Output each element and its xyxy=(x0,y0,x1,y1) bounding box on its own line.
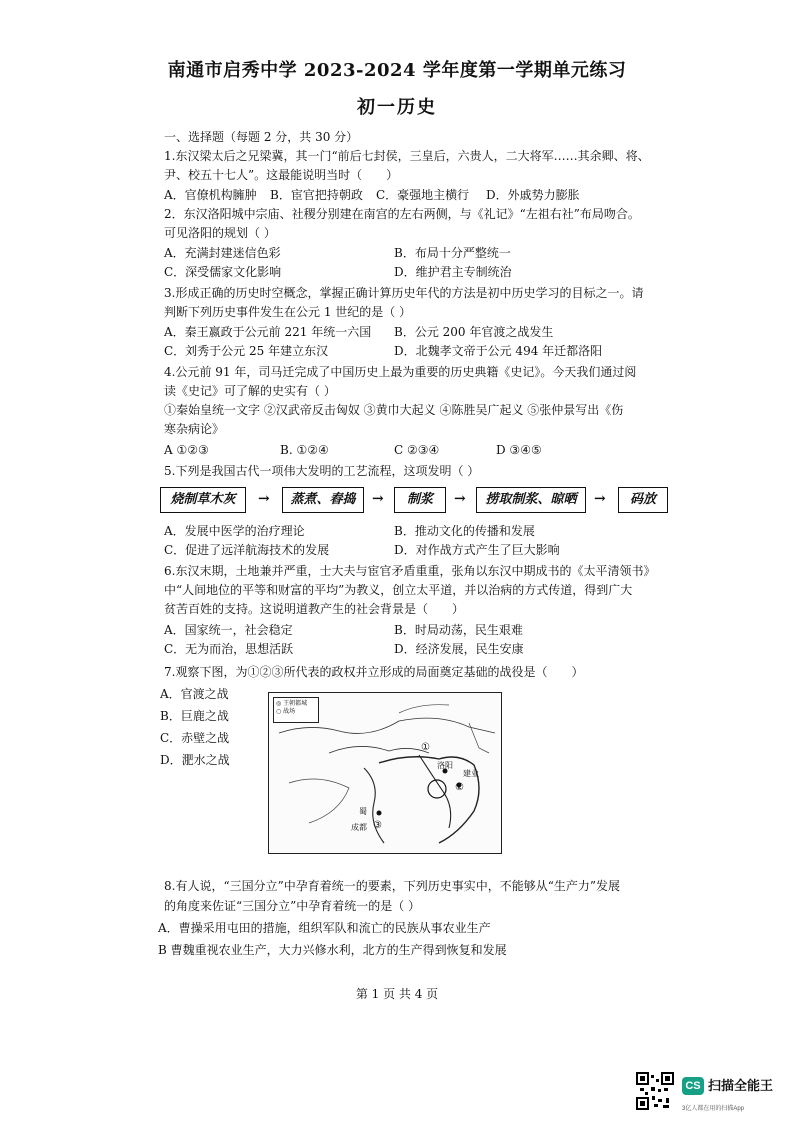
flow-step: 烧制草木灰 xyxy=(160,487,246,513)
q6-option-b: B．时局动荡，民生艰难 xyxy=(394,623,523,637)
map-label-jianye: 建业 xyxy=(463,769,479,778)
flow-step: 蒸煮、舂捣 xyxy=(282,487,364,513)
q1-option-b: B．宦官把持朝政 xyxy=(270,188,363,202)
q3-line: 判断下列历史事件发生在公元 1 世纪的是（ ） xyxy=(164,305,412,319)
q8-line: 的角度来佐证“三国分立”中孕育着统一的是（ ） xyxy=(164,899,421,913)
qr-code-icon xyxy=(636,1072,674,1110)
q4-line: ①秦始皇统一文字 ②汉武帝反击匈奴 ③黄巾大起义 ④陈胜吴广起义 ⑤张仲景写出《伤 xyxy=(164,403,624,417)
q3-option-d: D．北魏孝文帝于公元 494 年迁都洛阳 xyxy=(394,344,603,358)
q4-line: 寒杂病论》 xyxy=(164,422,225,436)
q1-line: 尹、校五十七人”。这最能说明当时（ ） xyxy=(164,168,399,182)
q1-option-a: A．官僚机构臃肿 xyxy=(164,188,257,202)
q6-line: 6.东汉末期，土地兼并严重，士大夫与宦官矛盾重重，张角以东汉中期成书的《太平清领书》 xyxy=(164,564,656,578)
q6-option-d: D．经济发展，民生安康 xyxy=(394,642,524,656)
flow-step: 制浆 xyxy=(394,487,446,513)
q6-line: 中“人间地位的平等和财富的平均”为教义，创立太平道，并以治病的方式传道，得到广大 xyxy=(164,583,633,597)
q5-option-d: D．对作战方式产生了巨大影响 xyxy=(394,543,560,557)
q7-line: 7.观察下图，为①②③所代表的政权并立形成的局面奠定基础的战役是（ ） xyxy=(164,665,584,679)
q2-option-b: B．布局十分严整统一 xyxy=(394,246,511,260)
scanner-tagline: 3亿人都在用的扫描App xyxy=(682,1106,745,1112)
q1-line: 1.东汉梁太后之兄梁冀，其一门“前后七封侯，三皇后，六贵人，二大将军……其余卿、将、 xyxy=(164,149,650,163)
q5-option-c: C．促进了远洋航海技术的发展 xyxy=(164,543,330,557)
q2-line: 可见洛阳的规划（ ） xyxy=(164,226,276,240)
q3-option-b: B．公元 200 年官渡之战发生 xyxy=(394,325,554,339)
q4-option-c: C ②③④ xyxy=(394,443,440,457)
q3-option-c: C．刘秀于公元 25 年建立东汉 xyxy=(164,344,329,358)
page-number: 第 1 页 共 4 页 xyxy=(355,987,439,1001)
q8-line: 8.有人说，“三国分立”中孕育着统一的要素，下列历史事实中，不能够从“生产力”发展 xyxy=(164,879,620,893)
q6-option-c: C．无为而治，思想活跃 xyxy=(164,642,294,656)
q2-option-d: D．维护君主专制统治 xyxy=(394,265,512,279)
exam-title: 南通市启秀中学 2023-2024 学年度第一学期单元练习 xyxy=(167,60,627,81)
flow-step: 捞取制浆、晾晒 xyxy=(476,487,586,513)
legend-capital: ◎ 王朝都城 xyxy=(276,700,308,707)
q7-option-a: A．官渡之战 xyxy=(160,687,229,701)
q3-option-a: A．秦王嬴政于公元前 221 年统一六国 xyxy=(164,325,372,339)
q2-option-c: C．深受儒家文化影响 xyxy=(164,265,282,279)
q8-option-b: B 曹魏重视农业生产，大力兴修水利，北方的生产得到恢复和发展 xyxy=(158,943,507,957)
q8-option-a: A．曹操采用屯田的措施，组织军队和流亡的民族从事农业生产 xyxy=(158,921,491,935)
q4-option-b: B. ①②④ xyxy=(280,443,329,457)
q1-option-d: D．外戚势力膨胀 xyxy=(486,188,580,202)
q5-line: 5.下列是我国古代一项伟大发明的工艺流程，这项发明（ ） xyxy=(164,464,480,478)
map-label-shu: 蜀 xyxy=(359,807,367,816)
subject-title: 初一历史 xyxy=(357,97,437,118)
map-legend xyxy=(273,697,319,723)
q6-line: 贫苦百姓的支持。这说明道教产生的社会背景是（ ） xyxy=(164,602,465,616)
flow-step: 码放 xyxy=(618,487,668,513)
map-label-3: ③ xyxy=(373,820,382,831)
q6-option-a: A．国家统一，社会稳定 xyxy=(164,623,293,637)
flow-arrow: → xyxy=(372,491,384,507)
q2-line: 2．东汉洛阳城中宗庙、社稷分别建在南宫的左右两侧，与《礼记》“左祖右社”布局吻合。 xyxy=(164,207,640,221)
flow-arrow: → xyxy=(258,491,270,507)
q4-option-d: D ③④⑤ xyxy=(496,443,542,457)
map-label-luoyang: 洛阳 xyxy=(437,761,453,770)
q2-option-a: A．充满封建迷信色彩 xyxy=(164,246,281,260)
q3-line: 3.形成正确的历史时空概念，掌握正确计算历史年代的方法是初中历史学习的目标之一。请 xyxy=(164,286,644,300)
q1-option-c: C．豪强地主横行 xyxy=(376,188,470,202)
q7-option-c: C．赤壁之战 xyxy=(160,731,230,745)
q5-option-a: A．发展中医学的治疗理论 xyxy=(164,524,305,538)
q5-option-b: B．推动文化的传播和发展 xyxy=(394,524,535,538)
legend-battlefield: ○ 战场 xyxy=(276,708,296,715)
section-heading: 一、选择题（每题 2 分，共 30 分） xyxy=(164,130,359,144)
map-label-1: ① xyxy=(421,742,430,753)
map-label-2: ② xyxy=(455,782,464,793)
flow-arrow: → xyxy=(594,491,606,507)
scanner-logo: CS xyxy=(682,1077,704,1095)
q4-option-a: A ①②③ xyxy=(164,443,209,457)
process-flow xyxy=(160,487,670,517)
q4-line: 4.公元前 91 年，司马迁完成了中国历史上最为重要的历史典籍《史记》。今天我们通过阅 xyxy=(164,365,637,379)
q7-option-b: B．巨鹿之战 xyxy=(160,709,229,723)
map-label-chengdu: 成都 xyxy=(351,823,367,832)
q7-option-d: D．淝水之战 xyxy=(160,753,230,767)
flow-arrow: → xyxy=(454,491,466,507)
q4-line: 读《史记》可了解的史实有（ ） xyxy=(164,384,336,398)
scanner-name: 扫描全能王 xyxy=(708,1078,774,1093)
three-kingdoms-map xyxy=(268,692,502,854)
